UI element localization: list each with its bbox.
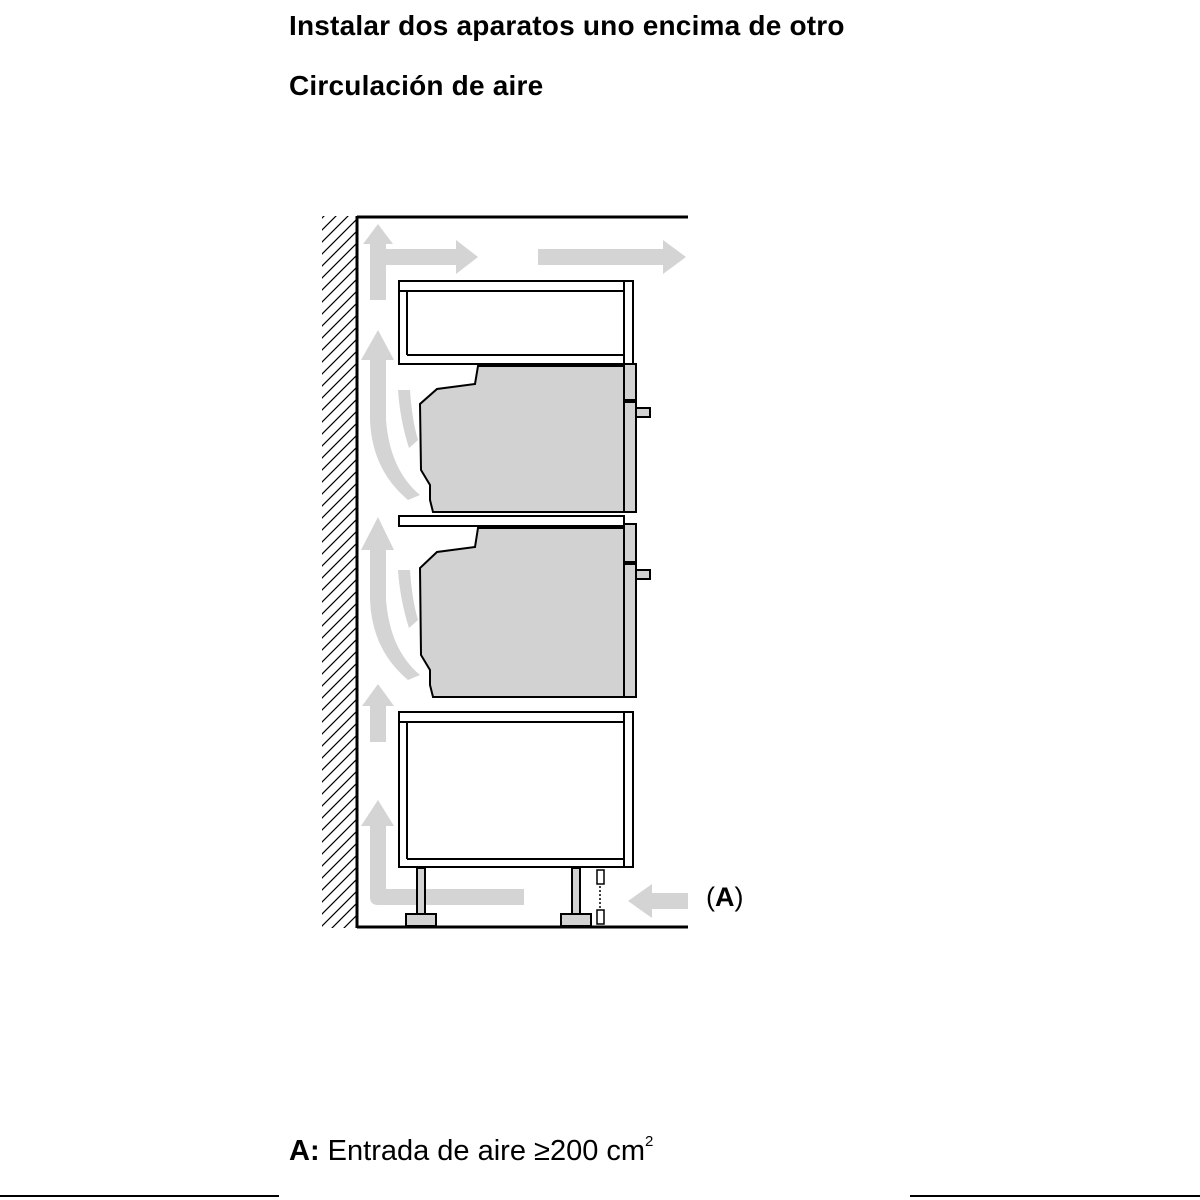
lower-oven xyxy=(420,524,650,697)
lower-oven-knob xyxy=(636,570,650,579)
wall xyxy=(322,216,357,928)
upper-oven-knob xyxy=(636,408,650,417)
legend-caption xyxy=(289,1133,653,1168)
callout-label-a: (A) xyxy=(706,882,744,912)
intermediate-shelf xyxy=(399,516,624,526)
leg-left xyxy=(417,868,425,914)
leg-right xyxy=(572,868,580,914)
upper-cabinet xyxy=(399,281,633,364)
air-arrow-curve-upper-inner xyxy=(398,390,418,448)
legend-key: A: xyxy=(289,1135,320,1167)
air-arrow-right-top-left xyxy=(378,240,478,274)
air-inlet-arrow xyxy=(628,884,688,918)
foot-left xyxy=(406,914,436,926)
upper-oven xyxy=(420,364,650,512)
page-title: Instalar dos aparatos uno encima de otro xyxy=(289,10,845,41)
bottom-rule-right xyxy=(910,1195,1200,1197)
page-subtitle: Circulación de aire xyxy=(289,70,544,101)
air-arrow-curve-lower-inner xyxy=(398,570,418,628)
air-arrow-right-top-right xyxy=(538,240,686,274)
plinth xyxy=(597,870,604,924)
air-arrow-bottom-flow xyxy=(361,800,524,905)
legend-text: Entrada de aire ≥200 cm xyxy=(327,1135,646,1167)
bottom-rule-left xyxy=(0,1195,279,1197)
air-arrow-up-middle xyxy=(362,684,394,742)
base-cabinet xyxy=(399,712,633,867)
foot-right xyxy=(561,914,591,926)
legend-superscript: 2 xyxy=(645,1133,654,1150)
